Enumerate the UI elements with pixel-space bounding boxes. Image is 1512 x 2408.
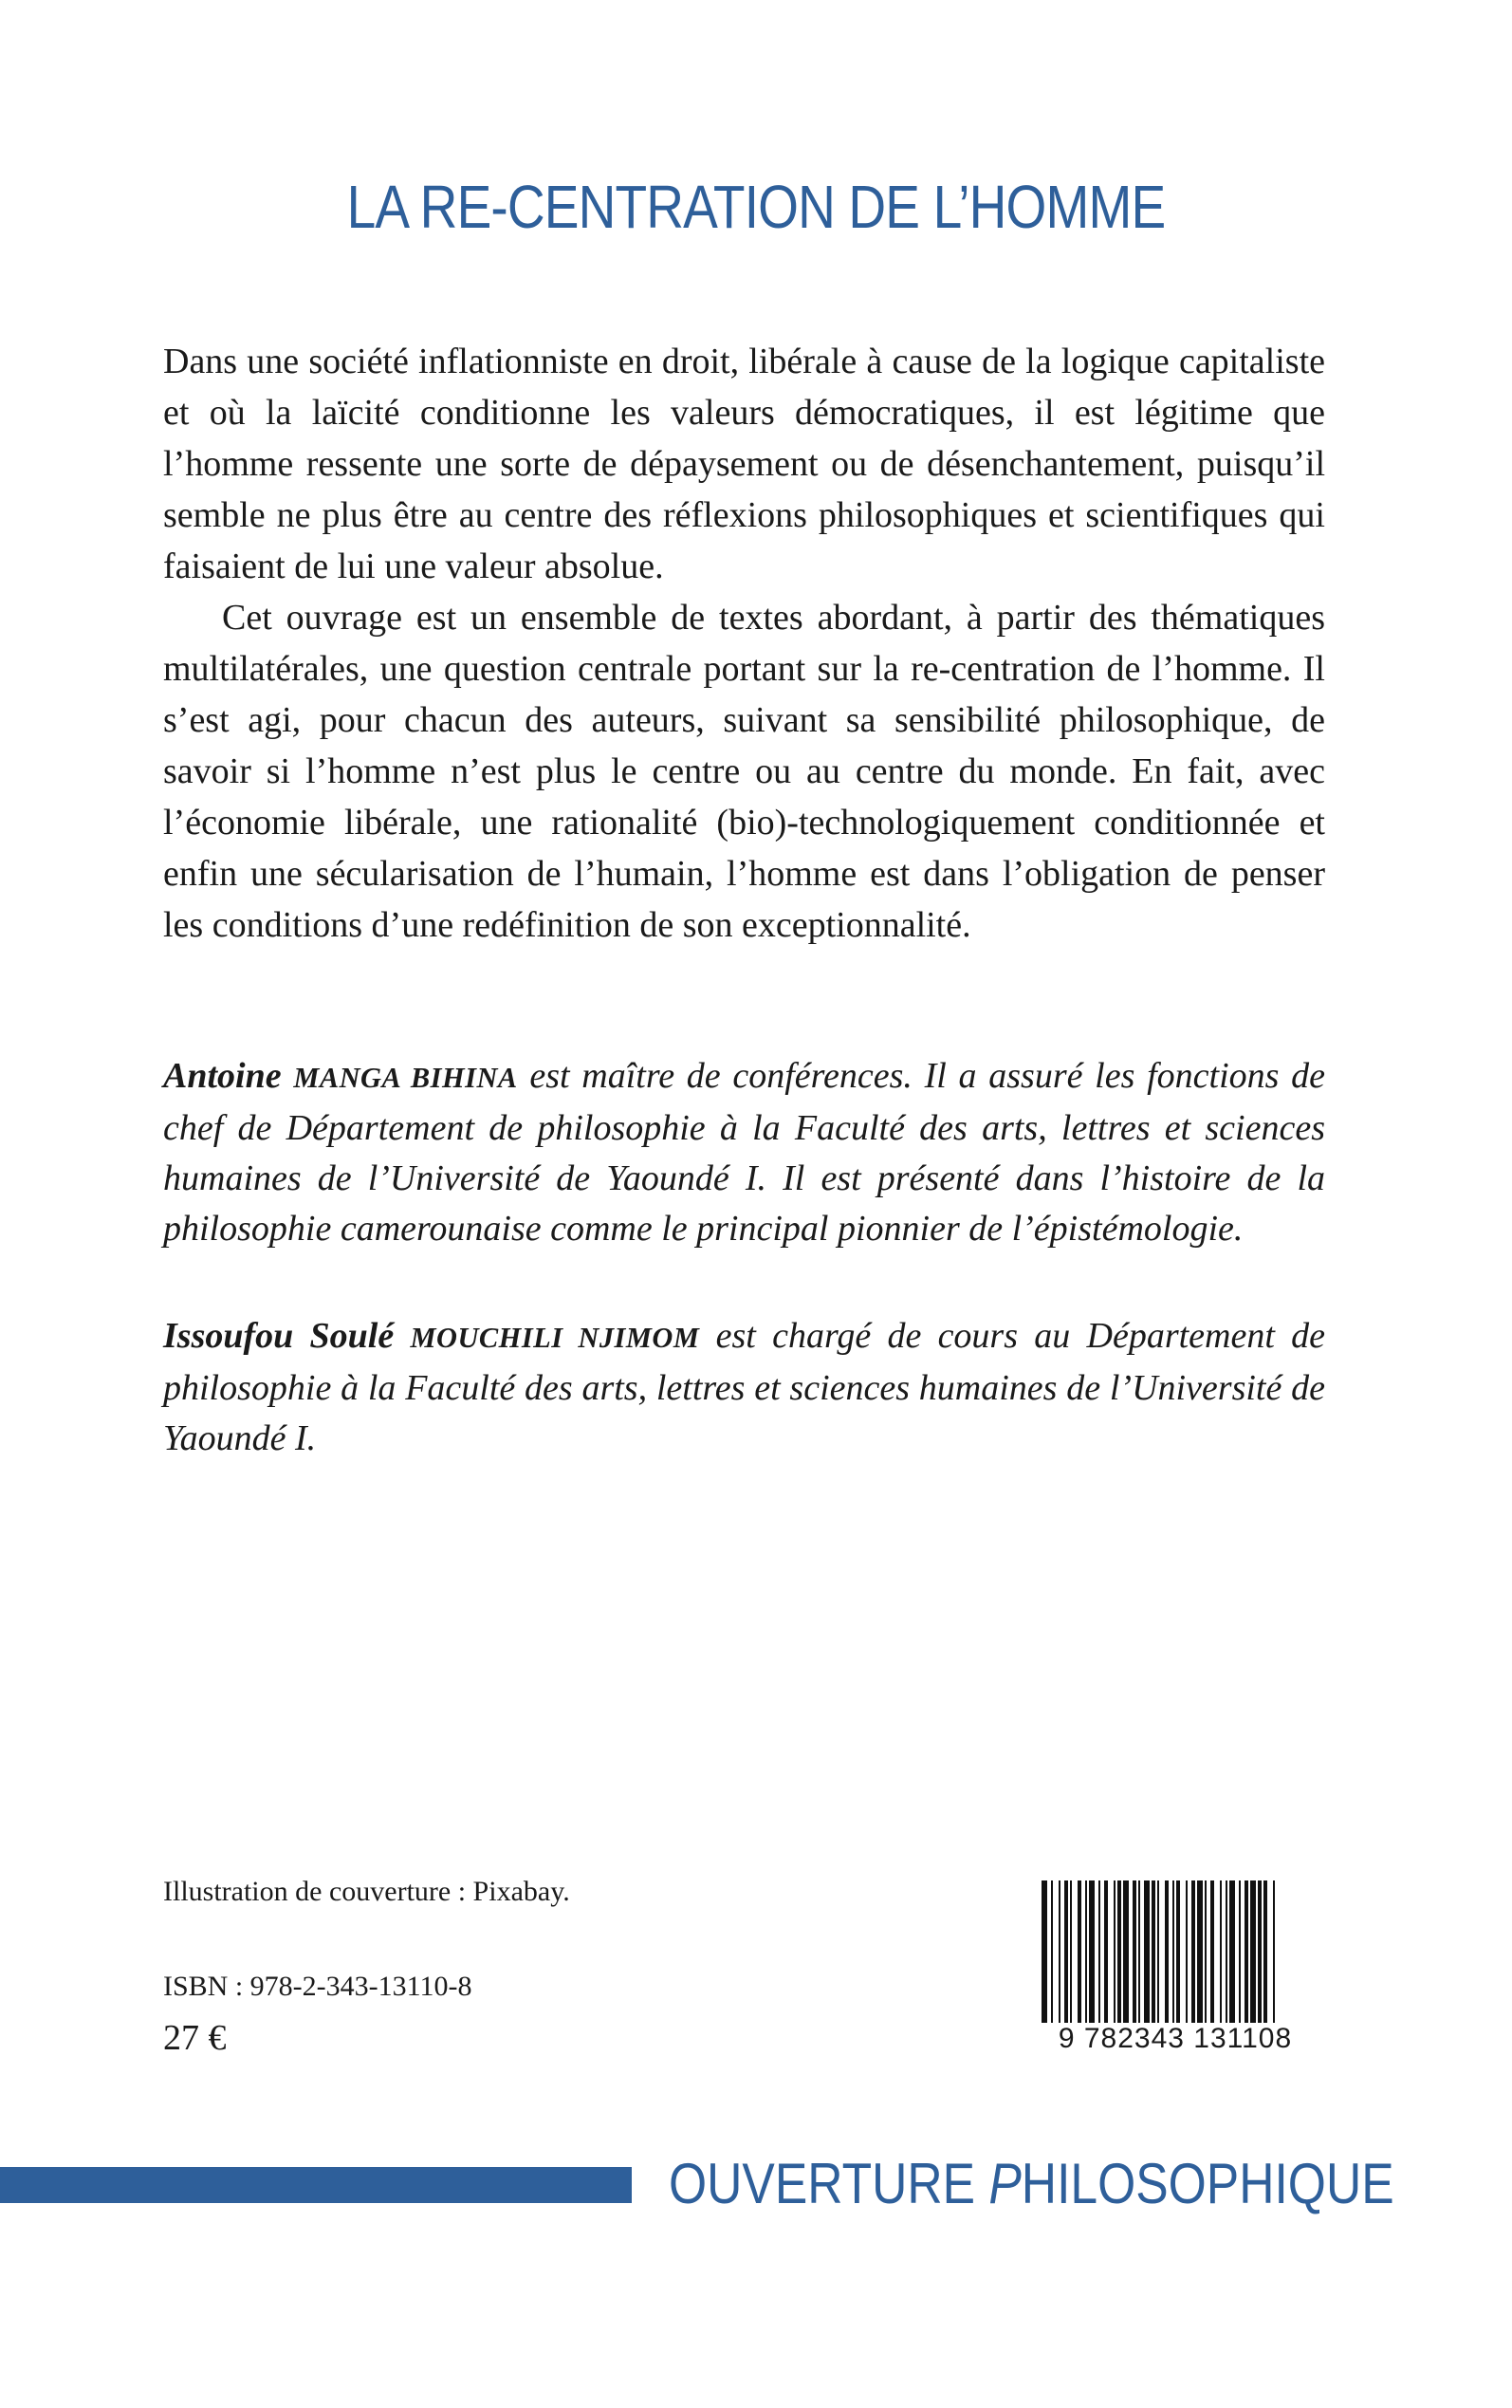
author-1-first-name: Antoine <box>163 1056 282 1096</box>
barcode-bar <box>1273 1880 1275 2032</box>
author-2-name <box>163 1316 699 1356</box>
author-bio-2 <box>163 1311 1325 1464</box>
barcode-bar <box>1051 1880 1053 2032</box>
author-2-first-name: Issoufou Soulé <box>163 1316 395 1356</box>
barcode-bar <box>1064 1880 1068 2032</box>
summary-paragraph-1: Dans une société inflationniste en droit, libérale à cause de la logique capitaliste et où la laïcité conditionne les valeurs démocratiques, il est légitime que l’homme ressente une sorte de dépaysement ou de désenchantement, puisqu’il semble ne plus être au centre des réflexions philosophiques et scientifiques qui faisaient de lui une valeur absolue. <box>163 342 1325 586</box>
barcode <box>1034 1880 1317 2065</box>
barcode-bar <box>1085 1880 1087 2032</box>
barcode-bar <box>1152 1880 1155 2032</box>
barcode-bar <box>1229 1880 1235 2032</box>
series-title-part-2: HILOSOPHIQUE <box>1021 2152 1394 2215</box>
barcode-bar <box>1070 1880 1072 2032</box>
barcode-bar <box>1144 1880 1150 2032</box>
barcode-bar <box>1263 1880 1267 2032</box>
author-2-bio-text: est chargé de cours au Département de philosophie à la Faculté des arts, lettres et sciences humaines de l’Université de Yaoundé I. <box>163 1316 1326 1458</box>
series-title <box>669 2150 1394 2218</box>
book-title: LA RE-CENTRATION DE L’HOMME <box>346 173 1166 241</box>
barcode-bar <box>1078 1880 1081 2032</box>
barcode-bar <box>1191 1880 1195 2032</box>
barcode-bar <box>1104 1880 1108 2032</box>
barcode-bar <box>1250 1880 1256 2032</box>
barcode-bars <box>1034 1880 1317 2032</box>
barcode-bar <box>1197 1880 1203 2032</box>
barcode-bar <box>1133 1880 1136 2032</box>
barcode-bar <box>1205 1880 1207 2032</box>
back-cover-summary <box>163 336 1325 951</box>
barcode-bar <box>1239 1880 1241 2032</box>
barcode-bar <box>1138 1880 1140 2032</box>
barcode-bar <box>1258 1880 1262 2032</box>
barcode-bar <box>1172 1880 1174 2032</box>
barcode-bar <box>1059 1880 1060 2032</box>
barcode-bar <box>1165 1880 1169 2032</box>
author-1-last-name: MANGA BIHINA <box>293 1062 518 1094</box>
barcode-bar <box>1117 1880 1121 2032</box>
barcode-bar <box>1042 1880 1047 2032</box>
barcode-bar <box>1176 1880 1180 2032</box>
barcode-bar <box>1157 1880 1159 2032</box>
barcode-bar <box>1098 1880 1100 2032</box>
barcode-bar <box>1245 1880 1248 2032</box>
illustration-credit: Illustration de couverture : Pixabay. <box>163 1876 570 1907</box>
author-1-name <box>163 1056 518 1096</box>
barcode-bar <box>1210 1880 1214 2032</box>
barcode-bar <box>1220 1880 1222 2032</box>
price: 27 € <box>163 2018 227 2058</box>
isbn: ISBN : 978-2-343-13110-8 <box>163 1971 472 2002</box>
footer-accent-bar <box>0 2167 632 2203</box>
barcode-bar <box>1186 1880 1188 2032</box>
series-title-part-1: OUVERTURE <box>669 2152 989 2215</box>
barcode-bar <box>1226 1880 1227 2032</box>
author-1-bio-text: est maître de conférences. Il a assuré les fonctions de chef de Département de philosophie à la Faculté des arts, lettres et sciences humaines de l’Université de Yaoundé I. Il est présenté dans l’histoire de la philosophie camerounaise comme le principal pionnier de l’épistémologie. <box>163 1056 1325 1249</box>
author-bio-1 <box>163 1051 1325 1254</box>
barcode-bar <box>1089 1880 1095 2032</box>
barcode-digits: 9 782343 131108 <box>1034 2023 1317 2055</box>
barcode-bar <box>1123 1880 1129 2032</box>
series-title-initial: P <box>988 2152 1022 2215</box>
barcode-bar <box>1114 1880 1116 2032</box>
author-2-last-name: MOUCHILI NJIMOM <box>410 1322 700 1354</box>
summary-paragraph-2: Cet ouvrage est un ensemble de textes abordant, à partir des thématiques multilatérales, une question centrale portant sur la re-centration de l’homme. Il s’est agi, pour chacun des auteurs, suivant sa sensibilité philosophique, de savoir si l’homme n’est plus le centre ou au centre du monde. En fait, avec l’économie libérale, une rationalité (bio)-technologiquement conditionnée et enfin une sécularisation de l’humain, l’homme est dans l’obligation de penser les conditions d’une redéfinition de son exceptionnalité. <box>163 598 1325 945</box>
